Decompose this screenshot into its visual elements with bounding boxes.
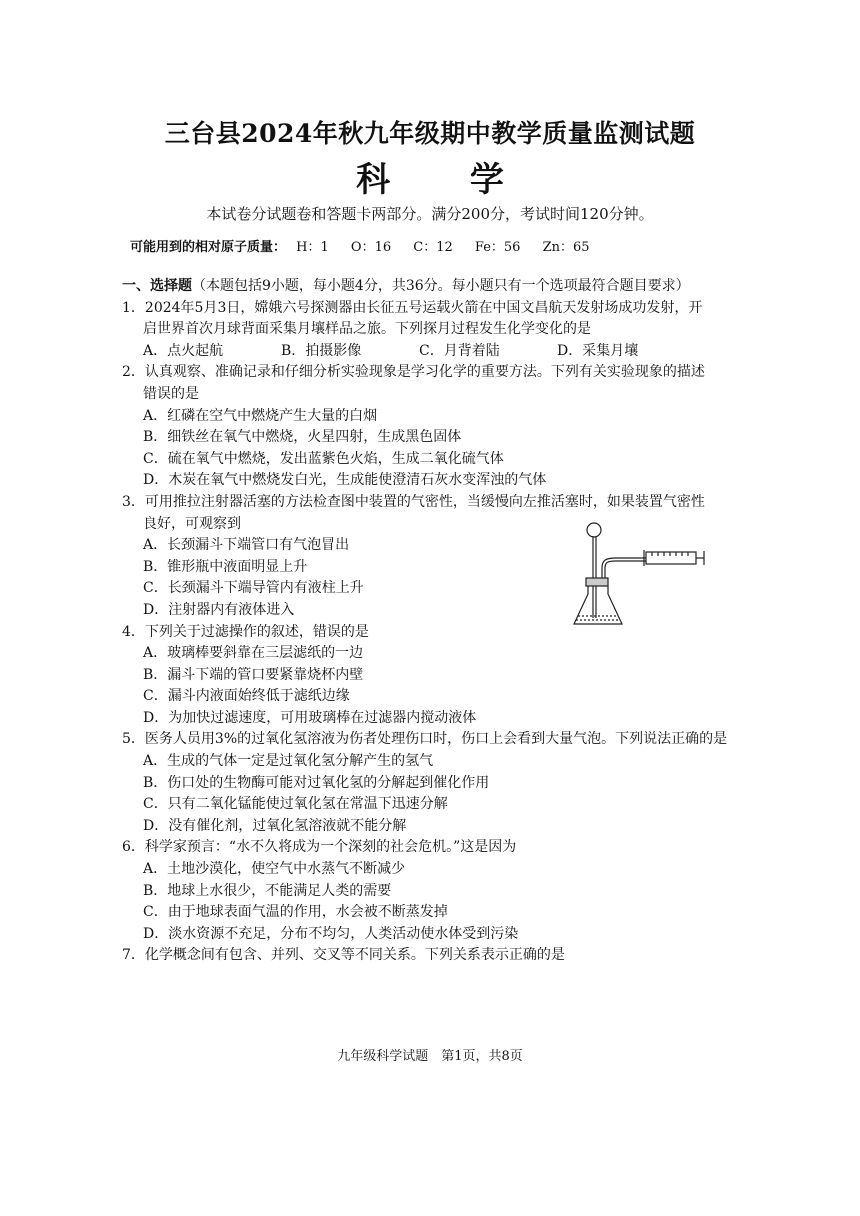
option: D．木炭在氧气中燃烧发白光，生成能使澄清石灰水变浑浊的气体 bbox=[143, 472, 547, 489]
exam-title: 三台县2024年秋九年级期中教学质量监测试题 bbox=[164, 119, 696, 148]
question-2-line-2: 错误的是 bbox=[143, 385, 199, 402]
option: B．拍摄影像 bbox=[281, 342, 362, 359]
option: B．细铁丝在氧气中燃烧，火星四射，生成黑色固体 bbox=[143, 429, 462, 446]
option: A．玻璃棒要斜靠在三层滤纸的一边 bbox=[143, 645, 364, 662]
question-1-options bbox=[122, 341, 742, 363]
option: D．注射器内有液体进入 bbox=[143, 601, 295, 618]
option: C．硫在氧气中燃烧，发出蓝紫色火焰，生成二氧化硫气体 bbox=[143, 450, 504, 467]
option: D．没有催化剂，过氧化氢溶液就不能分解 bbox=[143, 817, 407, 834]
page-footer: 九年级科学试题 第1页，共8页 bbox=[337, 1049, 523, 1064]
option: B．锥形瓶中液面明显上升 bbox=[143, 558, 308, 575]
section-note: （本题包括9小题，每小题4分，共36分。每小题只有一个选项最符合题目要求） bbox=[192, 278, 690, 294]
question-7-line-1: 7．化学概念间有包含、并列、交叉等不同关系。下列关系表示正确的是 bbox=[122, 947, 565, 964]
question-2-line-1: 2．认真观察、准确记录和仔细分析实验现象是学习化学的重要方法。下列有关实验现象的描述 bbox=[122, 364, 705, 381]
option: C．由于地球表面气温的作用，水会被不断蒸发掉 bbox=[143, 904, 448, 921]
atomic-mass-line bbox=[130, 236, 602, 255]
option: A．点火起航 bbox=[143, 342, 224, 359]
section-heading bbox=[122, 276, 742, 298]
subject-title: 科 学 bbox=[356, 160, 538, 200]
atomic-mass-item: O：16 bbox=[350, 240, 392, 255]
atomic-mass-item: Fe：56 bbox=[474, 240, 521, 255]
question-5-line-1: 5．医务人员用3%的过氧化氢溶液为伤者处理伤口时，伤口上会看到大量气泡。下列说法正确的是 bbox=[122, 731, 728, 748]
option: C．长颈漏斗下端导管内有液柱上升 bbox=[143, 580, 364, 597]
question-1-line-2: 启世界首次月球背面采集月壤样品之旅。下列探月过程发生化学变化的是 bbox=[143, 321, 591, 338]
question-4-line-1: 4．下列关于过滤操作的叙述，错误的是 bbox=[122, 623, 369, 640]
option: C．月背着陆 bbox=[419, 342, 500, 359]
exam-intro: 本试卷分试题卷和答题卡两部分。满分200分，考试时间120分钟。 bbox=[206, 205, 654, 223]
option: D．淡水资源不充足，分布不均匀，人类活动使水体受到污染 bbox=[143, 925, 519, 942]
question-3-line-1: 3．可用推拉注射器活塞的方法检查图中装置的气密性，当缓慢向左推活塞时，如果装置气密性 bbox=[122, 493, 705, 510]
atomic-mass-label: 可能用到的相对原子质量： bbox=[130, 240, 287, 255]
question-1-line-1: 1．2024年5月3日，嫦娥六号探测器由长征五号运载火箭在中国文昌航天发射场成功发射，开 bbox=[122, 299, 703, 316]
option: D．为加快过滤速度，可用玻璃棒在过滤器内搅动液体 bbox=[143, 709, 477, 726]
option: A．生成的气体一定是过氧化氢分解产生的氢气 bbox=[143, 753, 434, 770]
option: A．红磷在空气中燃烧产生大量的白烟 bbox=[143, 407, 378, 424]
option: C．漏斗内液面始终低于滤纸边缘 bbox=[143, 688, 350, 705]
question-6-line-1: 6．科学家预言：“水不久将成为一个深刻的社会危机。”这是因为 bbox=[122, 839, 517, 856]
section-title: 一、选择题 bbox=[122, 278, 192, 294]
atomic-mass-item: Zn：65 bbox=[542, 240, 590, 255]
option: A．土地沙漠化，使空气中水蒸气不断减少 bbox=[143, 861, 406, 878]
option: C．只有二氧化锰能使过氧化氢在常温下迅速分解 bbox=[143, 796, 448, 813]
atomic-mass-item: H：1 bbox=[296, 240, 329, 255]
option: B．地球上水很少，不能满足人类的需要 bbox=[143, 882, 392, 899]
question-3-line-2: 良好，可观察到 bbox=[143, 515, 241, 532]
option: D．采集月壤 bbox=[557, 342, 639, 359]
option: A．长颈漏斗下端管口有气泡冒出 bbox=[143, 537, 350, 554]
option: B．伤口处的生物酶可能对过氧化氢的分解起到催化作用 bbox=[143, 774, 490, 791]
atomic-mass-item: C：12 bbox=[413, 240, 453, 255]
airtightness-apparatus-figure bbox=[572, 520, 712, 632]
option: B．漏斗下端的管口要紧靠烧杯内壁 bbox=[143, 666, 364, 683]
